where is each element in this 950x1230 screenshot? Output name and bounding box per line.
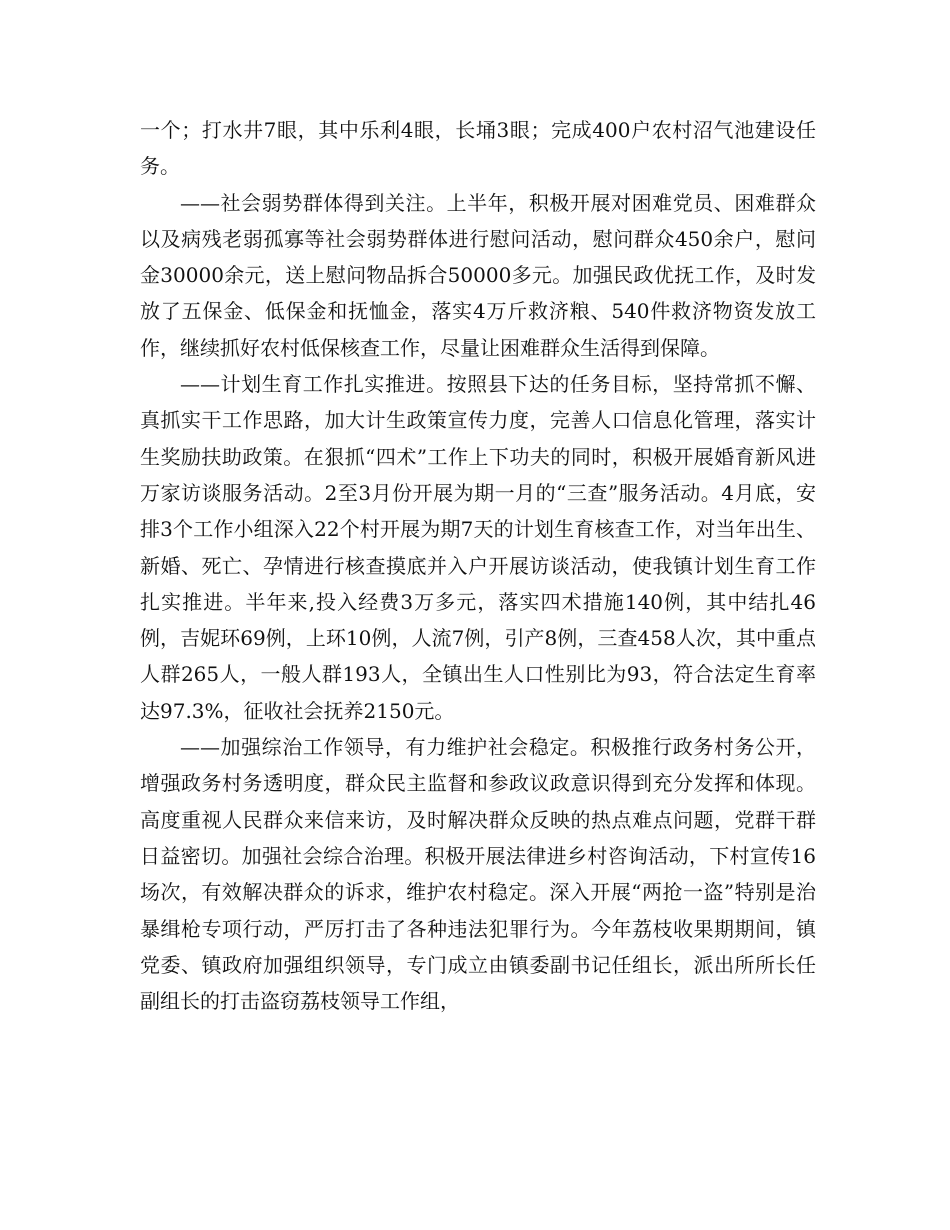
paragraph-vulnerable-groups: ——社会弱势群体得到关注。上半年，积极开展对困难党员、困难群众以及病残老弱孤寡等社会弱势群体进行慰问活动，慰问群众450余户，慰问金30000余元，送上慰问物品拆合50000多元。加强民政优抚工作，及时发放了五保金、低保金和抚恤金，落实4万斤救济粮、540件救济物资发放工作，继续抓好农村低保核查工作，尽量让困难群众生活得到保障。	[140, 190, 816, 360]
paragraph: 一个；打水井7眼，其中乐利4眼，长埇3眼；完成400户农村沼气池建设任务。	[140, 118, 816, 179]
paragraph-family-planning: ——计划生育工作扎实推进。按照县下达的任务目标，坚持常抓不懈、真抓实干工作思路，加大计生政策宣传力度，完善人口信息化管理，落实计生奖励扶助政策。在狠抓“四术”工作上下功夫的同时，积极开展婚育新风进万家访谈服务活动。2至3月份开展为期一月的“三查”服务活动。4月底，安排3个工作小组深入22个村开展为期7天的计划生育核查工作，对当年出生、新婚、死亡、孕情进行核查摸底并入户开展访谈活动，使我镇计划生育工作扎实推进。半年来,投入经费3万多元，落实四术措施140例，其中结扎46例，吉妮环69例，上环10例，人流7例，引产8例，三查458人次，其中重点人群265人，一般人群193人，全镇出生人口性别比为93，符合法定生育率达97.3%，征收社会抚养2150元。	[140, 372, 816, 723]
document-body	[140, 112, 816, 1019]
paragraph-social-stability: ——加强综治工作领导，有力维护社会稳定。积极推行政务村务公开，增强政务村务透明度，群众民主监督和参政议政意识得到充分发挥和体现。高度重视人民群众来信来访，及时解决群众反映的热点难点问题，党群干群日益密切。加强社会综合治理。积极开展法律进乡村咨询活动，下村宣传16场次，有效解决群众的诉求，维护农村稳定。深入开展“两抢一盗”特别是治暴缉枪专项行动，严厉打击了各种违法犯罪行为。今年荔枝收果期期间，镇党委、镇政府加强组织领导，专门成立由镇委副书记任组长，派出所所长任副组长的打击盗窃荔枝领导工作组，	[140, 735, 816, 1014]
